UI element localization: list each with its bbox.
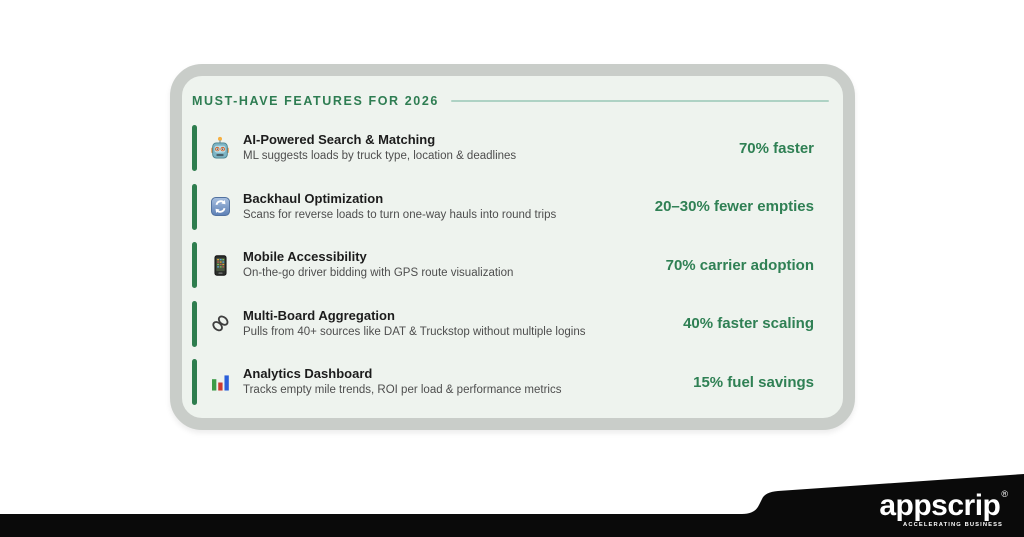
feature-row-ai-search	[192, 125, 829, 171]
feature-row-mobile	[192, 242, 829, 288]
feature-stat: 40% faster scaling	[683, 315, 814, 332]
card-header	[192, 90, 829, 112]
link-icon	[208, 313, 232, 334]
feature-row-backhaul	[192, 184, 829, 230]
refresh-icon	[208, 197, 232, 216]
feature-description: Tracks empty mile trends, ROI per load & performance metrics	[243, 384, 562, 396]
feature-stat: 70% carrier adoption	[665, 256, 814, 274]
feature-title: Backhaul Optimization	[243, 190, 384, 206]
feature-stat: 15% fuel savings	[693, 373, 814, 391]
feature-texts	[243, 249, 513, 281]
phone-icon	[208, 255, 232, 276]
footer-black-shape	[0, 473, 1024, 537]
feature-texts	[243, 308, 585, 340]
header-divider-line	[451, 100, 829, 102]
footer-band	[0, 473, 1024, 537]
robot-icon	[208, 136, 232, 160]
feature-description: Scans for reverse loads to turn one-way hauls into round trips	[243, 208, 557, 221]
accent-bar	[192, 359, 197, 405]
feature-row-analytics	[192, 359, 829, 405]
feature-title: Multi-Board Aggregation	[243, 307, 395, 323]
features-card	[170, 64, 855, 430]
accent-bar	[192, 301, 197, 347]
feature-stat: 20–30% fewer empties	[654, 198, 814, 215]
feature-title: Mobile Accessibility	[243, 249, 367, 264]
feature-description: On-the-go driver bidding with GPS route visualization	[243, 267, 514, 279]
brand-wordmark: appscrip	[879, 489, 1001, 522]
features-card-inner	[182, 76, 843, 418]
accent-bar	[192, 242, 197, 288]
card-title: MUST-HAVE FEATURES FOR 2026	[192, 94, 439, 108]
feature-stat: 70% faster	[738, 139, 814, 157]
feature-title: Analytics Dashboard	[243, 366, 373, 381]
feature-row-multiboard	[192, 301, 829, 347]
accent-bar	[192, 184, 197, 230]
feature-title: AI-Powered Search & Matching	[243, 132, 436, 147]
feature-description: ML suggests loads by truck type, location & deadlines	[243, 150, 517, 162]
feature-texts	[243, 191, 556, 223]
brand-tagline: ACCELERATING BUSINESS	[903, 522, 1003, 528]
accent-bar	[192, 125, 197, 171]
chart-icon	[208, 374, 232, 391]
feature-description: Pulls from 40+ sources like DAT & Truckstop without multiple logins	[243, 325, 586, 338]
appscrip-logo	[879, 490, 1008, 529]
feature-texts	[243, 132, 516, 164]
registered-trademark-icon: ®	[1001, 489, 1008, 499]
feature-texts	[243, 366, 561, 398]
